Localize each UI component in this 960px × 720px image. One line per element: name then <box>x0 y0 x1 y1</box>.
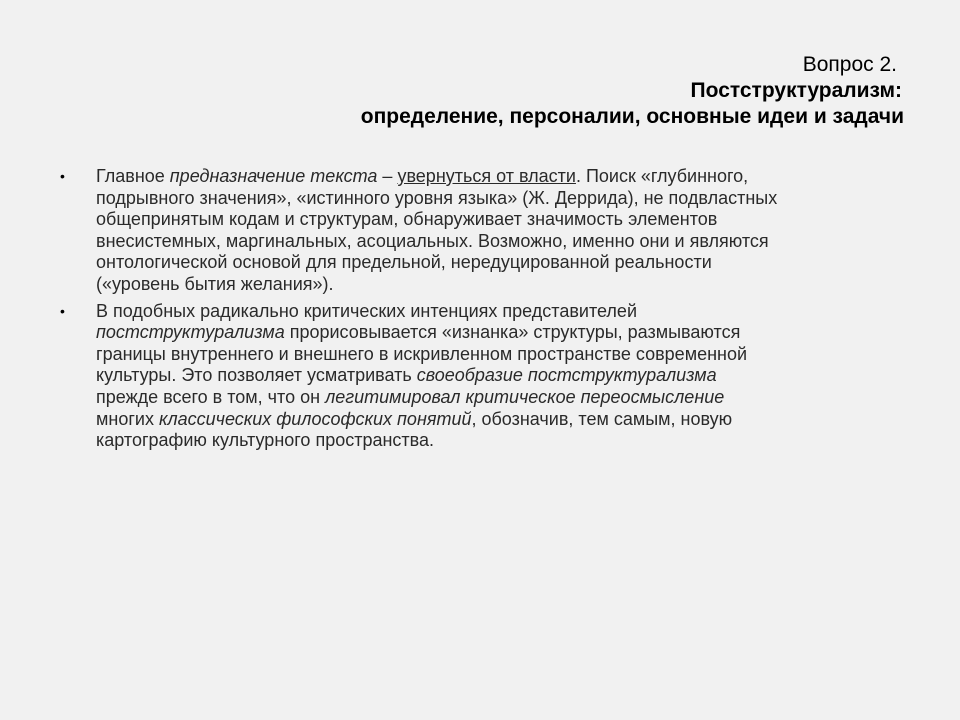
text-line <box>96 231 910 253</box>
text-run: внесистемных, маргинальных, асоциальных. Возможно, именно они и являются <box>96 230 769 251</box>
underlined-phrase: увернуться от власти <box>397 166 576 186</box>
text-line <box>96 430 910 452</box>
title-subtitle: определение, персоналии, основные идеи и задачи <box>360 105 904 128</box>
text-line <box>96 322 910 344</box>
text-line <box>96 365 910 387</box>
text-run: подрывного значения», «истинного уровня языка» (Ж. Деррида), не подвластных <box>96 187 778 208</box>
text-run: В подобных радикально критических интенциях представителей <box>96 300 637 321</box>
text-run: многих <box>96 408 159 429</box>
text-line <box>96 209 910 231</box>
text-run: онтологической основой для предельной, нередуцированной реальности <box>96 252 712 273</box>
bullet-marker: • <box>60 168 65 184</box>
bullet-item-1 <box>60 166 910 296</box>
slide-title <box>202 52 902 130</box>
italic-phrase: классических философских понятий <box>158 408 472 429</box>
italic-phrase: своеобразие постструктурализма <box>416 365 717 386</box>
italic-phrase: постструктурализма <box>96 322 285 343</box>
text-run: («уровень бытия желания»). <box>96 273 334 294</box>
text-line <box>96 344 910 366</box>
text-line <box>96 409 910 431</box>
text-run: границы внутреннего и внешнего в искривленном пространстве современной <box>96 343 748 364</box>
bullet-list <box>60 166 910 452</box>
text-line <box>96 188 910 210</box>
text-line <box>96 252 910 274</box>
text-run: культуры. Это позволяет усматривать <box>96 365 417 386</box>
text-run: . Поиск «глубинного, <box>575 166 749 186</box>
text-run: Главное <box>96 166 170 186</box>
text-line <box>96 274 910 296</box>
bullet-marker: • <box>60 302 65 319</box>
text-run: прежде всего в том, что он <box>96 386 326 407</box>
text-run: картографию культурного пространства. <box>96 430 435 451</box>
text-line <box>96 301 910 323</box>
text-run: – <box>377 166 398 186</box>
text-line <box>96 387 910 409</box>
title-topic: Постструктурализм: <box>690 79 902 102</box>
bullet-text <box>96 166 910 296</box>
text-run: общепринятым кодам и структурам, обнаруживает значимость элементов <box>96 209 718 230</box>
bullet-text <box>96 301 910 452</box>
italic-phrase: предназначение текста <box>169 166 378 186</box>
text-line <box>96 166 910 188</box>
text-run: прорисовывается «изнанка» структуры, размываются <box>284 322 741 343</box>
bullet-item-2 <box>60 301 910 452</box>
text-run: , обозначив, тем самым, новую <box>471 408 733 429</box>
italic-phrase: легитимировал критическое переосмысление <box>325 386 725 407</box>
title-question-number: Вопрос 2. <box>802 53 897 76</box>
